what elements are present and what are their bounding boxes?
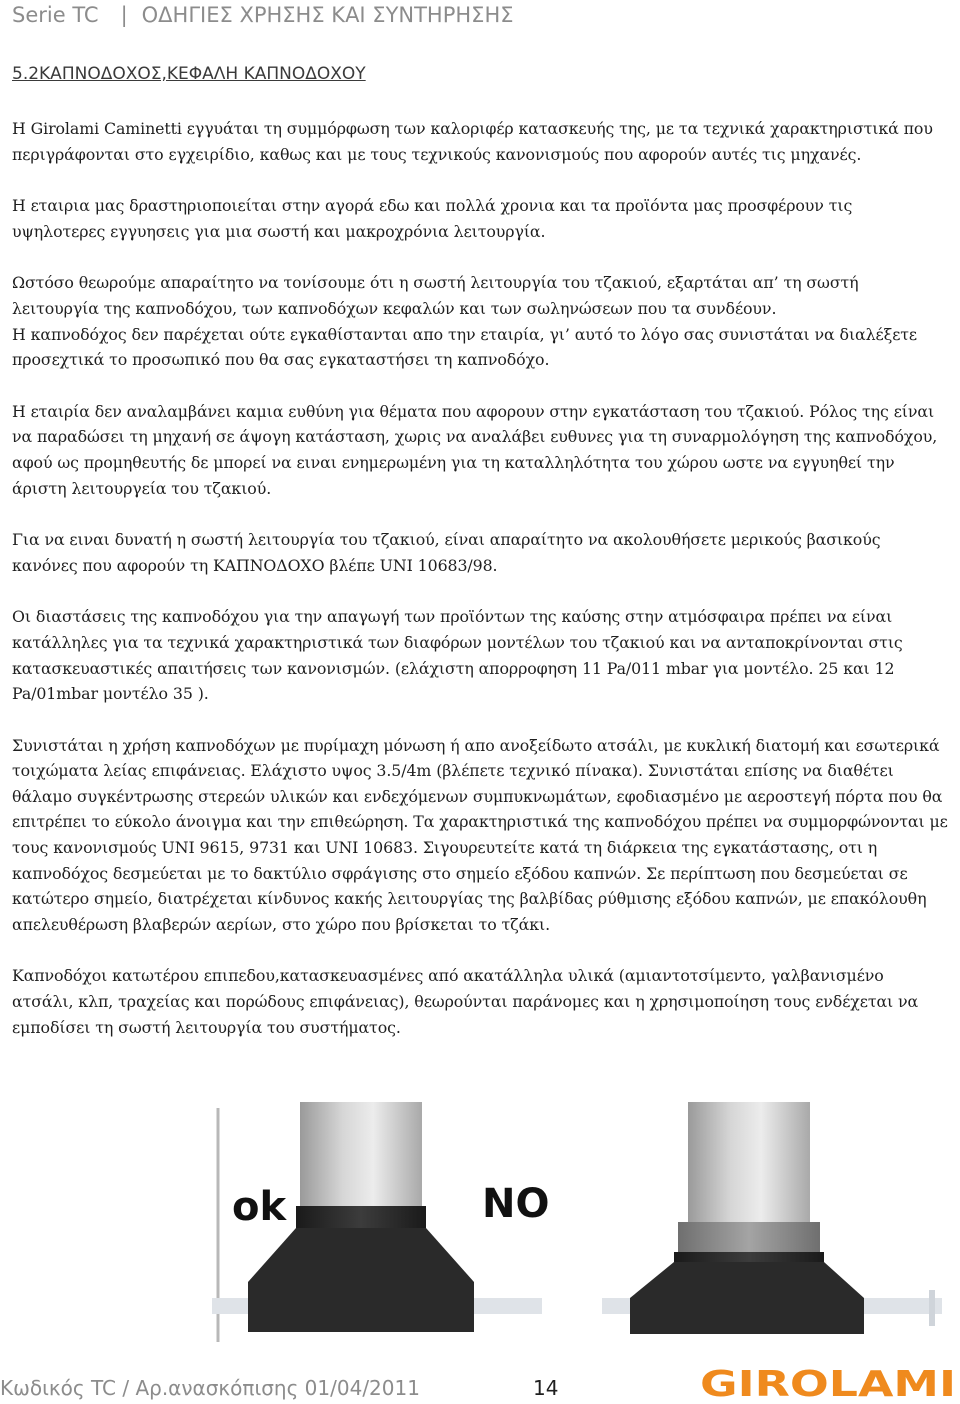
paragraph-warranty: Η Girolami Caminetti εγγυάται τη συμμόρφωση των καλοριφέρ κατασκευής της, με τα τεχνικά χαρακτηριστικά που περιγράφονται στο εγχειρίδιο, καθως και με τους τεχνικούς κανονισμούς που αφορούν αυτές τις μηχανές. xyxy=(12,119,933,164)
sealing-ring-low xyxy=(674,1252,824,1262)
no-label: NO xyxy=(482,1181,550,1227)
document-body xyxy=(12,116,948,1066)
chimney-connection-figure xyxy=(212,1102,942,1346)
header-separator: | xyxy=(120,3,128,27)
flue-pipe-high xyxy=(688,1102,810,1222)
paragraph-dimensions: Οι διαστάσεις της καπνοδόχου για την απαγωγή των προϊόντων της καύσης στην ατμόσφαιρα πρέπει να είναι κατάλληλες για τα τεχνικά χαρακτηριστικά των διαφόρων μοντέλων του τζακιού και να ανταποκρίνονται στις κατασκευαστικές απαιτήσεις των κανονισμών. (ελάχιστη απορροφηση 11 Pa/011 mbar για μοντέλο. 25 και 12 Pa/01mbar μοντέλο 35 ). xyxy=(12,607,903,704)
no-example xyxy=(482,1102,942,1334)
section-title: 5.2ΚΑΠΝΟΔΟΧΟΣ,ΚΕΦΑΛΗ ΚΑΠΝΟΔΟΧΟΥ xyxy=(12,64,366,84)
document-code: Κωδικός TC / Αρ.ανασκόπισης 01/04/2011 xyxy=(0,1376,420,1400)
paragraph-chimney-importance: Ωστόσο θεωρούμε απαραίτητο να τονίσουμε ότι η σωστή λειτουργία του τζακιού, εξαρτάται απ’ τη σωστή λειτουργία της καπνοδόχου, των καπνοδόχων κεφαλών και των σωληνώσεων που τα συνδέουν. xyxy=(12,273,859,318)
paragraph-experience: Η εταιρια μας δραστηριοποιείται στην αγορά εδω και πολλά χρονια και τα προϊόντα μας προσφέρουν τις υψηλοτερες εγγυησεις για μια σωστή και μακροχρόνια λειτουργία. xyxy=(12,196,853,241)
page-header xyxy=(12,0,514,30)
sealing-ring xyxy=(296,1206,426,1228)
fireplace-hood-no xyxy=(630,1262,864,1334)
paragraph-liability: Η εταιρία δεν αναλαμβάνει καμια ευθύνη για θέματα που αφορουν στην εγκατάσταση του τζακιού. Ρόλος της είναι να παραδώσει τη μηχανή σε άψογη κατάσταση, χωρις να αναλάβει ευθυνες για τη συναρμολόγηση της καπνοδόχου, αφού ως προμηθευτής δε μπορεί να ειναι ενημερωμένη για τη καταλληλότητα του χώρου ωστε να εγγυηθεί την άριστη λειτουργεία του τζακιού. xyxy=(12,401,938,498)
paragraph-installer-choice: Η καπνοδόχος δεν παρέχεται ούτε εγκαθίστανται απο την εταιρία, γι’ αυτό το λόγο σας συνιστάται να διαλέξετε προσεχτικά το προσωπικό που θα σας εγκαταστήσει τη καπνοδόχο. xyxy=(12,324,918,370)
manual-title: ΟΔΗΓΙΕΣ ΧΡΗΣΗΣ ΚΑΙ ΣΥΝΤΗΡΗΣΗΣ xyxy=(141,3,514,27)
flue-pipe xyxy=(300,1102,422,1210)
paragraph-recommendations: Συνιστάται η χρήση καπνοδόχων με πυρίμαχη μόνωση ή απο ανοξείδωτο ατσάλι, με κυκλική διατομή και εσωτερικά τοιχώματα λείας επιφάνειας. Ελάχιστο υψος 3.5/4m (βλέπετε τεχνικό πίνακα). Συνιστάται επίσης να διαθέτει θάλαμο συγκέντρωσης στερεών υλικών και ενδεχόμενων συμπυκνωμάτων, εφοδιασμένο με αεροστεγή πόρτα που θα επιτρέπει το εύκολο άνοιγμα και την επιθεώρηση. Τα χαρακτηριστικά της καπνοδόχου πρέπει να συμμορφώνονται με τους κανονισμούς UNI 9615, 9731 και UNI 10683. Σιγουρευτείτε κατά τη διάρκεια της εγκατάστασης, οτι η καπνοδόχος δεσμεύεται με το δακτύλιο σφράγισης στο σημείο εξόδου καπνών. Σε περίπτωση που δεσμεύεται σε κατώτερο σημείο, διατρέχεται κίνδυνος κακής λειτουργίας της βαλβίδας ρύθμισης εξόδου καπνών, με επακόλουθη απελευθέρωση βλαβερών αερίων, στο χώρο που βρίσκεται το τζάκι. xyxy=(12,735,948,934)
girolami-logo xyxy=(700,1364,958,1400)
product-name: Serie TC xyxy=(12,3,99,27)
paragraph-rules: Για να ειναι δυνατή η σωστή λειτουργία του τζακιού, είναι απαραίτητο να ακολουθήσετε μερικούς βασικούς κανόνες που αφορούν τη ΚΑΠΝΟΔΟΧΟ βλέπε UNI 10683/98. xyxy=(12,530,881,575)
logo-wordmark: GIROLAMI xyxy=(700,1364,956,1400)
ok-label: ok xyxy=(232,1184,287,1230)
pipe-lower-section xyxy=(678,1222,820,1252)
paragraph-improper-materials: Καπνοδόχοι κατωτέρου επιπεδου,κατασκευασμένες από ακατάλληλα υλικά (αμιαντοτσίμεντο, γαλβανισμένο ατσάλι, κλπ, τραχείας και πορώδους επιφάνειας), θεωρούνται παράνομες και η χρησιμοποίηση τους ενδέχεται να εμποδίσει τη σωστή λειτουργία του συστήματος. xyxy=(12,966,919,1037)
page-number: 14 xyxy=(533,1376,559,1400)
fireplace-hood xyxy=(248,1228,474,1332)
